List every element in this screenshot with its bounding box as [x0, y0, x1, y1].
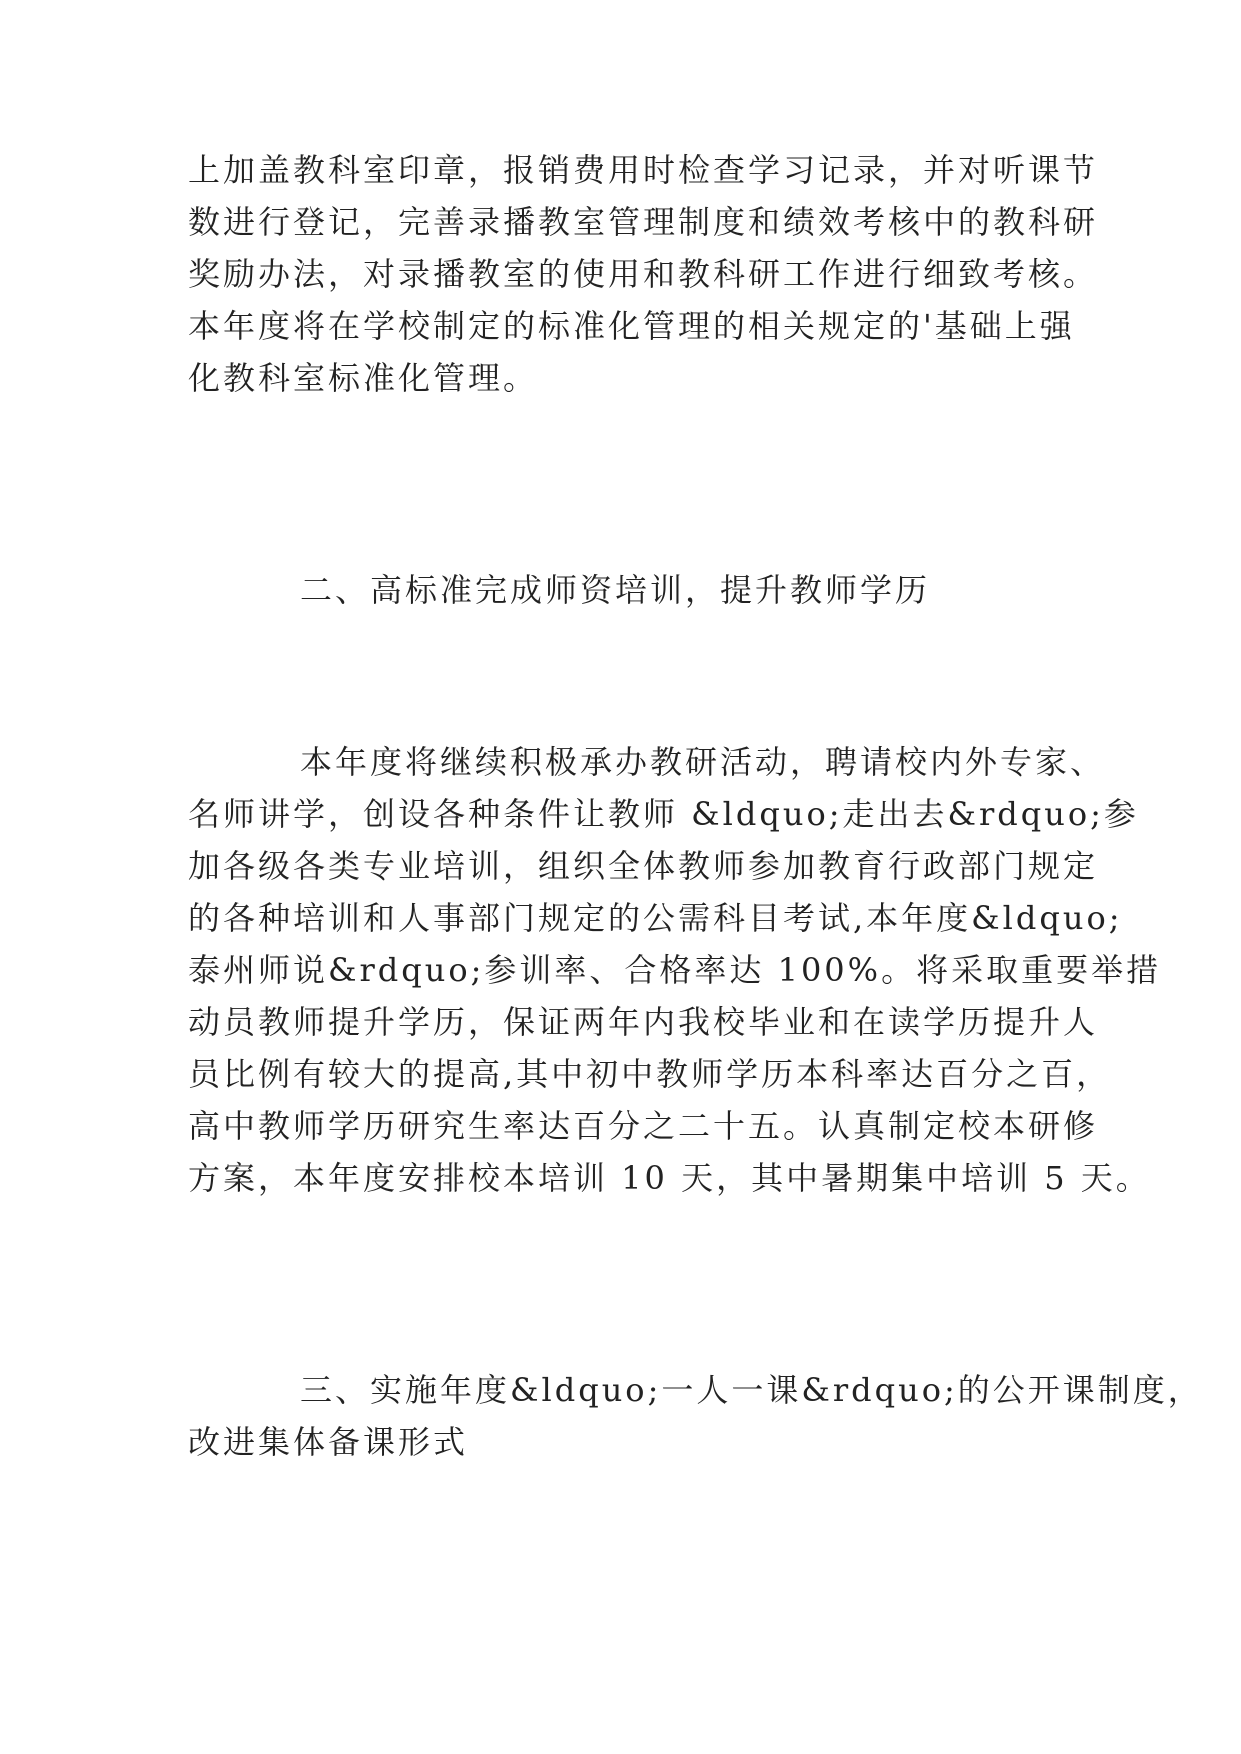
heading-line: 三、实施年度&ldquo;一人一课&rdquo;的公开课制度， [300, 1371, 1203, 1409]
text-line: 方案，本年度安排校本培训 10 天，其中暑期集中培训 5 天。 [188, 1159, 1151, 1197]
heading-line: 二、高标准完成师资培训，提升教师学历 [300, 571, 931, 609]
heading-line: 改进集体备课形式 [188, 1423, 469, 1461]
text-line: 泰州师说&rdquo;参训率、合格率达 100%。将采取重要举措 [188, 951, 1162, 989]
text-line: 上加盖教科室印章，报销费用时检查学习记录，并对听课节 [188, 151, 1099, 189]
text-line: 的各种培训和人事部门规定的公需科目考试,本年度&ldquo; [188, 899, 1123, 937]
text-line: 数进行登记，完善录播教室管理制度和绩效考核中的教科研 [188, 203, 1099, 241]
text-line: 加各级各类专业培训，组织全体教师参加教育行政部门规定 [188, 847, 1099, 885]
text-line: 高中教师学历研究生率达百分之二十五。认真制定校本研修 [188, 1107, 1099, 1145]
text-line: 员比例有较大的提高,其中初中教师学历本科率达百分之百， [188, 1055, 1112, 1093]
text-line: 化教科室标准化管理。 [188, 359, 539, 397]
text-line: 奖励办法，对录播教室的使用和教科研工作进行细致考核。 [188, 255, 1099, 293]
text-line: 本年度将在学校制定的标准化管理的相关规定的'基础上强 [188, 307, 1075, 345]
text-line: 名师讲学，创设各种条件让教师 &ldquo;走出去&rdquo;参 [188, 795, 1139, 833]
text-line: 动员教师提升学历，保证两年内我校毕业和在读学历提升人 [188, 1003, 1099, 1041]
text-line: 本年度将继续积极承办教研活动，聘请校内外专家、 [300, 743, 1106, 781]
